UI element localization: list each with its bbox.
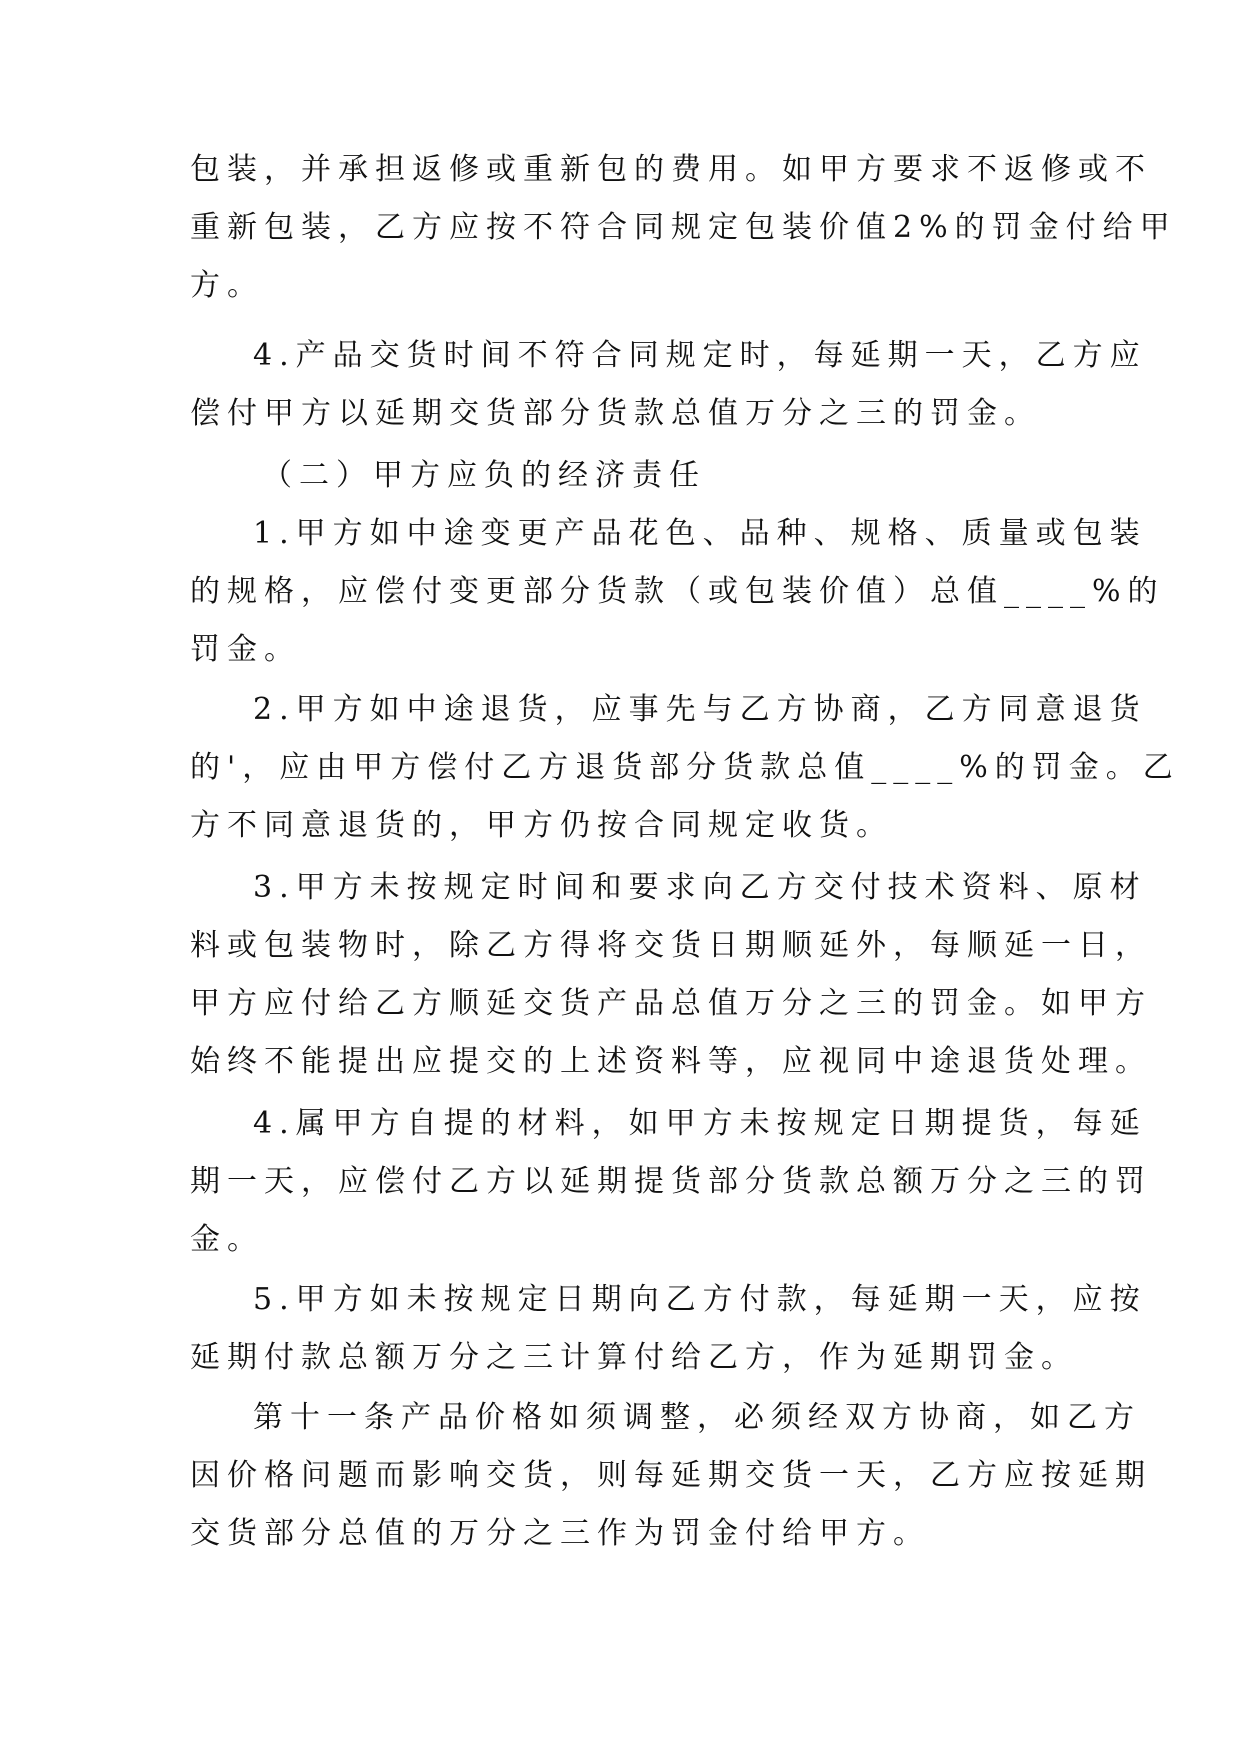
text-line: 罚金。 bbox=[190, 632, 301, 667]
text-line: 的'，应由甲方偿付乙方退货部分货款总值____%的罚金。乙 bbox=[190, 750, 1180, 785]
text-line: 甲方应付给乙方顺延交货产品总值万分之三的罚金。如甲方 bbox=[190, 986, 1152, 1021]
text-line: 3.甲方未按规定时间和要求向乙方交付技术资料、原材 bbox=[253, 870, 1147, 905]
text-line: 重新包装，乙方应按不符合同规定包装价值2%的罚金付给甲 bbox=[190, 210, 1177, 245]
text-line: 5.甲方如未按规定日期向乙方付款，每延期一天，应按 bbox=[253, 1282, 1147, 1317]
text-line: 交货部分总值的万分之三作为罚金付给甲方。 bbox=[190, 1516, 930, 1551]
text-line: 方。 bbox=[190, 268, 264, 303]
text-line: 1.甲方如中途变更产品花色、品种、规格、质量或包装 bbox=[253, 516, 1147, 551]
text-line: 第十一条产品价格如须调整，必须经双方协商，如乙方 bbox=[253, 1400, 1141, 1435]
text-line: 4.属甲方自提的材料，如甲方未按规定日期提货，每延 bbox=[253, 1106, 1147, 1141]
text-line: 方不同意退货的，甲方仍按合同规定收货。 bbox=[190, 808, 893, 843]
text-line: 金。 bbox=[190, 1222, 264, 1257]
text-line: 偿付甲方以延期交货部分货款总值万分之三的罚金。 bbox=[190, 396, 1041, 431]
text-line: 2.甲方如中途退货，应事先与乙方协商，乙方同意退货 bbox=[253, 692, 1147, 727]
text-line: 的规格，应偿付变更部分货款（或包装价值）总值____%的 bbox=[190, 574, 1165, 609]
text-line: 包装，并承担返修或重新包的费用。如甲方要求不返修或不 bbox=[190, 152, 1152, 187]
text-line: 4.产品交货时间不符合同规定时，每延期一天，乙方应 bbox=[253, 338, 1147, 373]
text-line: 期一天，应偿付乙方以延期提货部分货款总额万分之三的罚 bbox=[190, 1164, 1152, 1199]
section-heading: （二）甲方应负的经济责任 bbox=[262, 458, 706, 493]
text-line: 始终不能提出应提交的上述资料等，应视同中途退货处理。 bbox=[190, 1044, 1152, 1079]
text-line: 延期付款总额万分之三计算付给乙方，作为延期罚金。 bbox=[190, 1340, 1078, 1375]
text-line: 料或包装物时，除乙方得将交货日期顺延外，每顺延一日， bbox=[190, 928, 1152, 963]
text-line: 因价格问题而影响交货，则每延期交货一天，乙方应按延期 bbox=[190, 1458, 1152, 1493]
